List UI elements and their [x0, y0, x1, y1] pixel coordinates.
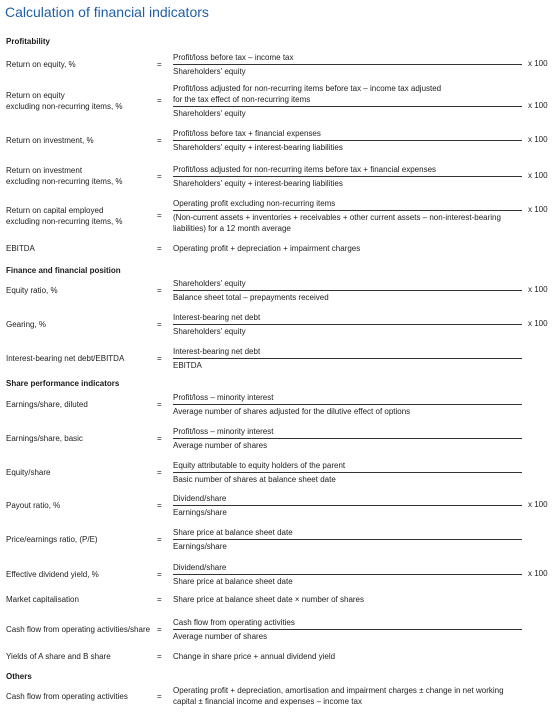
indicator-label: [6, 399, 88, 410]
numerator-line: Dividend/share: [173, 494, 227, 503]
denominator-line: Share price at balance sheet date: [173, 577, 293, 586]
indicator-label-line: EBITDA: [6, 244, 35, 253]
fraction-numerator: [173, 198, 522, 211]
fraction-numerator: [173, 278, 522, 291]
numerator-line: Share price at balance sheet date: [173, 528, 293, 537]
fraction-numerator: [173, 493, 522, 506]
numerator-line: for the tax effect of non-recurring items: [173, 95, 311, 104]
numerator-line: Interest-bearing net debt: [173, 347, 261, 356]
fraction-denominator: [173, 439, 522, 451]
denominator-line: EBITDA: [173, 361, 202, 370]
numerator-line: Dividend/share: [173, 563, 227, 572]
fraction-denominator: [173, 291, 522, 303]
numerator-line: Profit/loss – minority interest: [173, 393, 274, 402]
equals-sign: =: [157, 96, 162, 105]
equals-sign: =: [157, 535, 162, 544]
denominator-line: Average number of shares: [173, 632, 268, 641]
fraction: [173, 392, 522, 417]
indicator-label: [6, 243, 35, 254]
fraction-numerator: [173, 562, 522, 575]
indicator-label-line: Cash flow from operating activities: [6, 692, 128, 701]
indicator-label: [6, 500, 60, 511]
indicator-label-line: Price/earnings ratio, (P/E): [6, 535, 98, 544]
formula-expression: [173, 651, 335, 662]
denominator-line: liabilities) for a 12 month average: [173, 224, 291, 233]
fraction-numerator: [173, 83, 522, 107]
denominator-line: Basic number of shares at balance sheet date: [173, 475, 336, 484]
numerator-line: Profit/loss adjusted for non-recurring items before tax + financial expenses: [173, 165, 437, 174]
indicator-label-line: Payout ratio, %: [6, 501, 61, 510]
multiplier-x100: x 100: [528, 569, 548, 578]
expression-line: Operating profit + depreciation + impairment charges: [173, 244, 361, 253]
fraction-denominator: [173, 630, 522, 642]
formula-expression: [173, 243, 360, 254]
indicator-label-line: Gearing, %: [6, 320, 47, 329]
fraction-denominator: [173, 405, 522, 417]
fraction-denominator: [173, 177, 522, 189]
fraction: [173, 278, 522, 303]
indicator-label: [6, 624, 150, 635]
fraction: [173, 128, 522, 153]
indicator-label: [6, 90, 123, 112]
indicator-label-line: Return on capital employed: [6, 206, 104, 215]
equals-sign: =: [157, 501, 162, 510]
section-heading-profitability: Profitability: [6, 37, 51, 46]
indicator-label-line: Earnings/share, basic: [6, 434, 83, 443]
numerator-line: Interest-bearing net debt: [173, 313, 261, 322]
fraction-numerator: [173, 392, 522, 405]
equals-sign: =: [157, 652, 162, 661]
expression-line: Share price at balance sheet date × number of shares: [173, 595, 365, 604]
multiplier-x100: x 100: [528, 285, 548, 294]
fraction: [173, 426, 522, 451]
numerator-line: Profit/loss – minority interest: [173, 427, 274, 436]
multiplier-x100: x 100: [528, 500, 548, 509]
fraction: [173, 617, 522, 642]
denominator-line: Earnings/share: [173, 542, 227, 551]
indicator-label: [6, 205, 123, 227]
fraction: [173, 460, 522, 485]
indicator-label-line: Return on investment, %: [6, 136, 94, 145]
equals-sign: =: [157, 692, 162, 701]
indicator-label-line: excluding non-recurring items, %: [6, 102, 123, 111]
indicator-label-line: excluding non-recurring items, %: [6, 177, 123, 186]
fraction: [173, 493, 522, 518]
numerator-line: Profit/loss before tax + financial expenses: [173, 129, 321, 138]
indicator-label: [6, 135, 94, 146]
numerator-line: Operating profit excluding non-recurring items: [173, 199, 336, 208]
equals-sign: =: [157, 354, 162, 363]
fraction: [173, 164, 522, 189]
indicator-label: [6, 165, 123, 187]
equals-sign: =: [157, 286, 162, 295]
fraction-numerator: [173, 460, 522, 473]
fraction-denominator: [173, 540, 522, 552]
fraction-denominator: [173, 325, 522, 337]
equals-sign: =: [157, 434, 162, 443]
multiplier-x100: x 100: [528, 205, 548, 214]
indicator-label-line: Return on equity, %: [6, 60, 76, 69]
denominator-line: Balance sheet total – prepayments received: [173, 293, 329, 302]
multiplier-x100: x 100: [528, 59, 548, 68]
equals-sign: =: [157, 320, 162, 329]
indicator-label: [6, 319, 46, 330]
expression-line: Change in share price + annual dividend yield: [173, 652, 336, 661]
fraction-denominator: [173, 107, 522, 119]
indicator-label-line: excluding non-recurring items, %: [6, 217, 123, 226]
expression-line: Operating profit + depreciation, amortisation and impairment charges ± change in net working: [173, 686, 504, 695]
fraction: [173, 83, 522, 119]
indicator-label-line: Yields of A share and B share: [6, 652, 111, 661]
equals-sign: =: [157, 570, 162, 579]
denominator-line: Shareholders' equity: [173, 109, 246, 118]
fraction-numerator: [173, 164, 522, 177]
indicator-label-line: Return on investment: [6, 166, 83, 175]
indicator-label: [6, 651, 111, 662]
formula-expression: [173, 685, 504, 707]
fraction-denominator: [173, 65, 522, 77]
equals-sign: =: [157, 172, 162, 181]
formula-expression: [173, 594, 364, 605]
section-heading-others: Others: [6, 672, 32, 681]
numerator-line: Profit/loss adjusted for non-recurring items before tax – income tax adjusted: [173, 84, 442, 93]
equals-sign: =: [157, 60, 162, 69]
denominator-line: (Non-current assets + inventories + receivables + other current assets – non-interest-bearing: [173, 213, 501, 222]
equals-sign: =: [157, 244, 162, 253]
fraction-denominator: [173, 473, 522, 485]
indicator-label-line: Interest-bearing net debt/EBITDA: [6, 354, 125, 363]
denominator-line: Average number of shares: [173, 441, 268, 450]
indicator-label: [6, 594, 79, 605]
fraction-numerator: [173, 346, 522, 359]
indicator-label-line: Market capitalisation: [6, 595, 79, 604]
indicator-label: [6, 467, 50, 478]
fraction-numerator: [173, 128, 522, 141]
numerator-line: Cash flow from operating activities: [173, 618, 295, 627]
fraction-denominator: [173, 575, 522, 587]
multiplier-x100: x 100: [528, 319, 548, 328]
numerator-line: Equity attributable to equity holders of the parent: [173, 461, 346, 470]
indicator-label: [6, 59, 76, 70]
indicator-label-line: Effective dividend yield, %: [6, 570, 99, 579]
indicator-label: [6, 569, 99, 580]
indicator-label: [6, 433, 83, 444]
fraction-numerator: [173, 617, 522, 630]
indicator-label-line: Equity/share: [6, 468, 51, 477]
equals-sign: =: [157, 400, 162, 409]
denominator-line: Average number of shares adjusted for the dilutive effect of options: [173, 407, 411, 416]
expression-line: capital ± financial income and expenses – income tax: [173, 697, 362, 706]
fraction-denominator: [173, 141, 522, 153]
indicator-label: [6, 691, 128, 702]
fraction-numerator: [173, 312, 522, 325]
fraction-numerator: [173, 527, 522, 540]
indicator-label-line: Earnings/share, diluted: [6, 400, 88, 409]
denominator-line: Shareholders' equity: [173, 327, 246, 336]
indicator-label-line: Return on equity: [6, 91, 65, 100]
multiplier-x100: x 100: [528, 135, 548, 144]
denominator-line: Shareholders' equity: [173, 67, 246, 76]
fraction: [173, 52, 522, 77]
numerator-line: Shareholders' equity: [173, 279, 246, 288]
fraction: [173, 562, 522, 587]
section-heading-finance: Finance and financial position: [6, 266, 121, 275]
equals-sign: =: [157, 211, 162, 220]
page-title: Calculation of financial indicators: [5, 4, 209, 20]
fraction: [173, 527, 522, 552]
indicator-label: [6, 534, 98, 545]
fraction: [173, 198, 522, 234]
fraction-denominator: [173, 506, 522, 518]
indicator-label-line: Equity ratio, %: [6, 286, 58, 295]
denominator-line: Shareholders' equity + interest-bearing liabilities: [173, 143, 343, 152]
indicator-label: [6, 285, 58, 296]
fraction-numerator: [173, 426, 522, 439]
fraction: [173, 312, 522, 337]
fraction-denominator: [173, 211, 522, 234]
equals-sign: =: [157, 136, 162, 145]
indicator-label-line: Cash flow from operating activities/share: [6, 625, 151, 634]
denominator-line: Earnings/share: [173, 508, 227, 517]
fraction: [173, 346, 522, 371]
fraction-numerator: [173, 52, 522, 65]
multiplier-x100: x 100: [528, 101, 548, 110]
equals-sign: =: [157, 625, 162, 634]
fraction-denominator: [173, 359, 522, 371]
indicator-label: [6, 353, 124, 364]
section-heading-share: Share performance indicators: [6, 379, 120, 388]
denominator-line: Shareholders' equity + interest-bearing liabilities: [173, 179, 343, 188]
equals-sign: =: [157, 468, 162, 477]
numerator-line: Profit/loss before tax – income tax: [173, 53, 294, 62]
equals-sign: =: [157, 595, 162, 604]
multiplier-x100: x 100: [528, 171, 548, 180]
